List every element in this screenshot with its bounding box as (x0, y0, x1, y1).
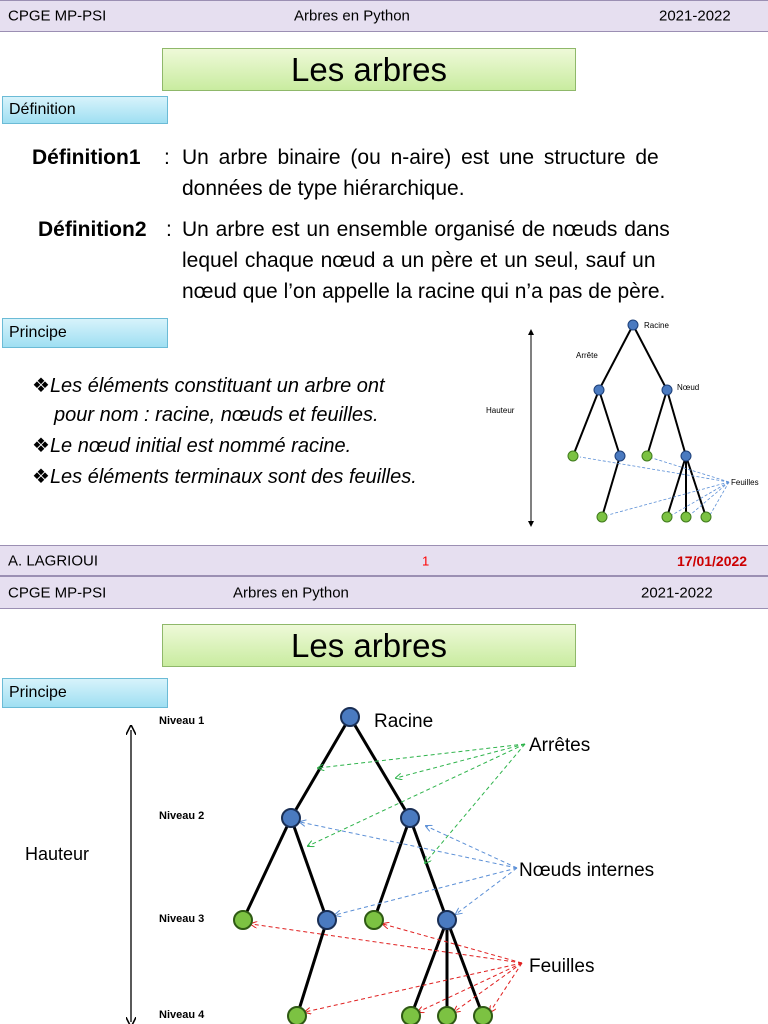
feuilles-label: Feuilles (731, 478, 759, 487)
root-node (628, 320, 638, 330)
hauteur-label: Hauteur (25, 844, 90, 864)
noeud-label: Nœud (677, 383, 700, 392)
internal-node (401, 809, 419, 827)
level-2-label: Niveau 2 (159, 810, 205, 822)
leaf-node (597, 512, 607, 522)
header-subject: Arbres en Python (233, 584, 349, 601)
diamond-bullet-icon: ❖ (32, 435, 50, 457)
def2-label: Définition2 (38, 218, 147, 241)
section-principe-1: Principe (2, 318, 168, 348)
diamond-bullet-icon: ❖ (32, 375, 50, 397)
footer-page-number: 1 (422, 553, 430, 568)
level-4-label: Niveau 4 (159, 1009, 205, 1021)
leaf-node (662, 512, 672, 522)
internal-node (615, 451, 625, 461)
def2-colon: : (166, 218, 172, 241)
header-year: 2021-2022 (641, 584, 713, 601)
diamond-bullet-icon: ❖ (32, 466, 50, 488)
root-node (341, 708, 359, 726)
footer-date: 17/01/2022 (677, 552, 748, 569)
leaf-node (681, 512, 691, 522)
leaf-node (568, 451, 578, 461)
header-year: 2021-2022 (659, 7, 731, 25)
page2-title: Les arbres (162, 624, 576, 667)
leaf-node (402, 1007, 420, 1024)
leaf-node (474, 1007, 492, 1024)
page1-footer-bar (0, 545, 768, 576)
feuilles-label: Feuilles (529, 956, 595, 977)
arrete-label: Arrête (576, 351, 598, 360)
racine-label: Racine (374, 711, 434, 732)
internal-node (282, 809, 300, 827)
leaf-node (288, 1007, 306, 1024)
page1-header-bar (0, 0, 768, 32)
def2-line1: Un arbre est un ensemble organisé de nœuds dans (182, 218, 670, 241)
def2-line2: lequel chaque nœud a un père et un seul, sauf un (182, 249, 656, 272)
page1-title: Les arbres (162, 48, 576, 91)
def2-line3: nœud que l’on appelle la racine qui n’a pas de père. (182, 280, 666, 303)
header-course: CPGE MP-PSI (8, 7, 107, 25)
racine-label: Racine (644, 321, 669, 330)
footer-author: A. LAGRIOUI (8, 552, 99, 569)
internal-node (594, 385, 604, 395)
bullet-1: ❖Les éléments constituant un arbre ont (32, 375, 385, 397)
bullet-3: ❖Les éléments terminaux sont des feuilles. (32, 466, 417, 488)
small-tree-diagram (480, 312, 768, 534)
internal-node (318, 911, 336, 929)
leaf-node (438, 1007, 456, 1024)
internal-node (681, 451, 691, 461)
hauteur-label: Hauteur (486, 406, 515, 415)
def1-line1: Un arbre binaire (ou n-aire) est une structure de (182, 146, 659, 169)
noeuds-internes-label: Nœuds internes (519, 860, 655, 881)
large-tree-diagram (0, 700, 768, 1024)
header-course: CPGE MP-PSI (8, 584, 107, 601)
section-definition: Définition (2, 96, 168, 124)
def1-colon: : (164, 146, 170, 169)
level-1-label: Niveau 1 (159, 715, 205, 727)
section-principe-2: Principe (2, 678, 168, 708)
level-3-label: Niveau 3 (159, 913, 205, 925)
def1-line2: données de type hiérarchique. (182, 177, 465, 200)
def1-label: Définition1 (32, 146, 141, 169)
leaf-node (234, 911, 252, 929)
leaf-node (642, 451, 652, 461)
leaf-node (365, 911, 383, 929)
bullet-2: ❖Le nœud initial est nommé racine. (32, 435, 352, 457)
leaf-node (701, 512, 711, 522)
page2-header-bar (0, 576, 768, 609)
internal-node (438, 911, 456, 929)
arretes-label: Arrêtes (529, 735, 591, 756)
internal-node (662, 385, 672, 395)
bullet-1-cont: pour nom : racine, nœuds et feuilles. (54, 404, 379, 426)
header-subject: Arbres en Python (294, 7, 410, 25)
